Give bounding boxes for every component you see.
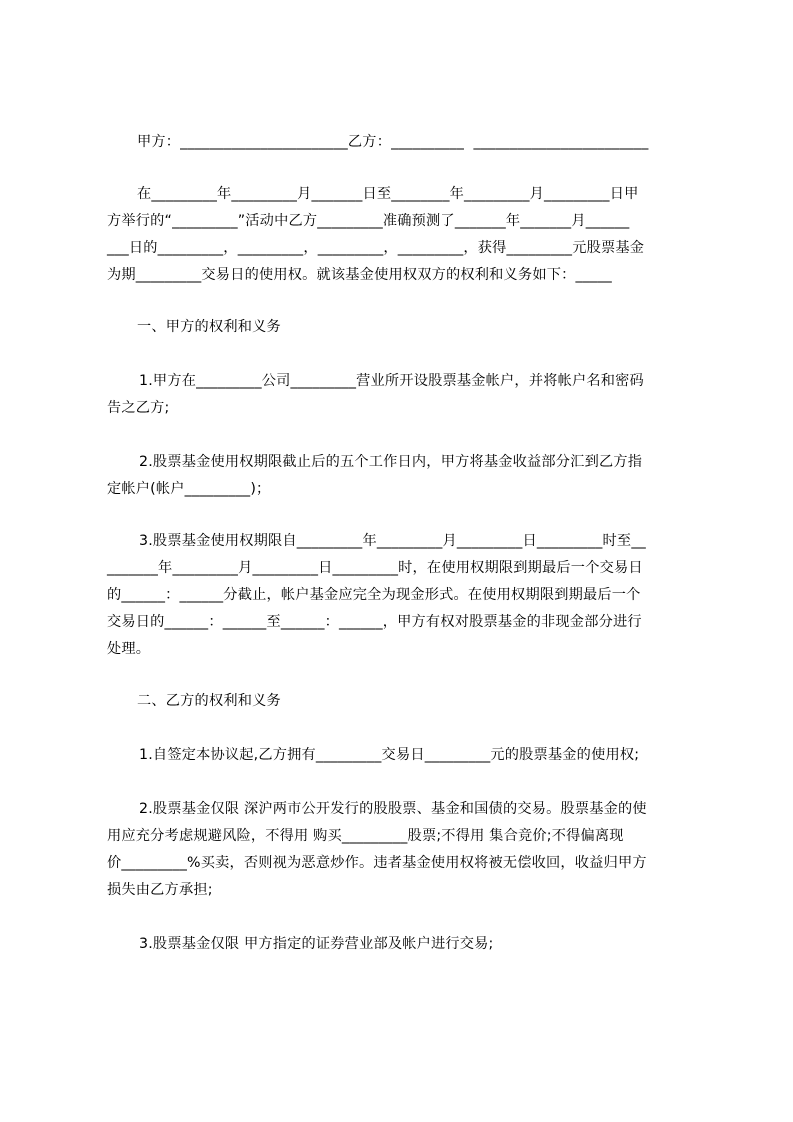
section-2-heading: 二、乙方的权利和义务: [137, 693, 281, 709]
parties-line: 甲方：_______________________乙方：__________ ________________________: [137, 134, 649, 150]
section-2-item-3-line-1: 3.股票基金仅限 甲方指定的证券营业部及帐户进行交易;: [139, 936, 494, 952]
section-2-item-2-line-1: 2.股票基金仅限 深沪两市公开发行的股股票、基金和国债的交易。股票基金的使: [139, 801, 647, 817]
section-1-item-1-line-2: 告之乙方;: [107, 400, 170, 416]
section-2-item-2-line-4: 损失由乙方承担;: [107, 882, 213, 898]
section-1-item-3-line-4: 交易日的______：______至______：______，甲方有权对股票基金的非现金部分进行: [107, 614, 642, 630]
section-1-item-3-line-3: 的______：______分截止，帐户基金应完全为现金形式。在使用权期限到期最后一个: [107, 587, 641, 603]
section-1-item-1-line-1: 1.甲方在_________公司_________营业所开设股票基金帐户，并将帐户名和密码: [139, 373, 644, 389]
section-1-item-2-line-1: 2.股票基金使用权期限截止后的五个工作日内，甲方将基金收益部分汇到乙方指: [139, 454, 643, 470]
section-2-item-1-line-1: 1.自签定本协议起,乙方拥有_________交易日_________元的股票基金的使用权;: [139, 747, 640, 763]
section-1-item-3-line-2: _______年_________月_________日_________时，在使用权期限到期最后一个交易日: [107, 560, 643, 576]
section-1-item-3-line-5: 处理。: [107, 641, 151, 657]
section-2-item-2-line-3: 价_________%买卖，否则视为恶意炒作。违者基金使用权将被无偿收回，收益归甲方: [107, 855, 647, 871]
section-1-item-3-line-1: 3.股票基金使用权期限自_________年_________月_________日_________时至__: [139, 533, 646, 549]
section-1-heading: 一、甲方的权利和义务: [137, 319, 281, 335]
intro-line-3: ___日的_________，_________，_________，_________，获得_________元股票基金: [107, 240, 645, 256]
section-2-item-2-line-2: 用应充分考虑规避风险，不得用 购买_________股票;不得用 集合竞价;不得偏离现: [107, 828, 624, 844]
intro-line-4: 为期_________交易日的使用权。就该基金使用权双方的权利和义务如下：_____: [107, 267, 612, 283]
section-1-item-2-line-2: 定帐户(帐户_________)；: [107, 481, 271, 497]
intro-line-2: 方举行的“_________”活动中乙方_________准确预测了_______年_______月______: [107, 213, 630, 229]
intro-line-1: 在_________年_________月_______日至________年_________月_________日甲: [137, 186, 639, 202]
